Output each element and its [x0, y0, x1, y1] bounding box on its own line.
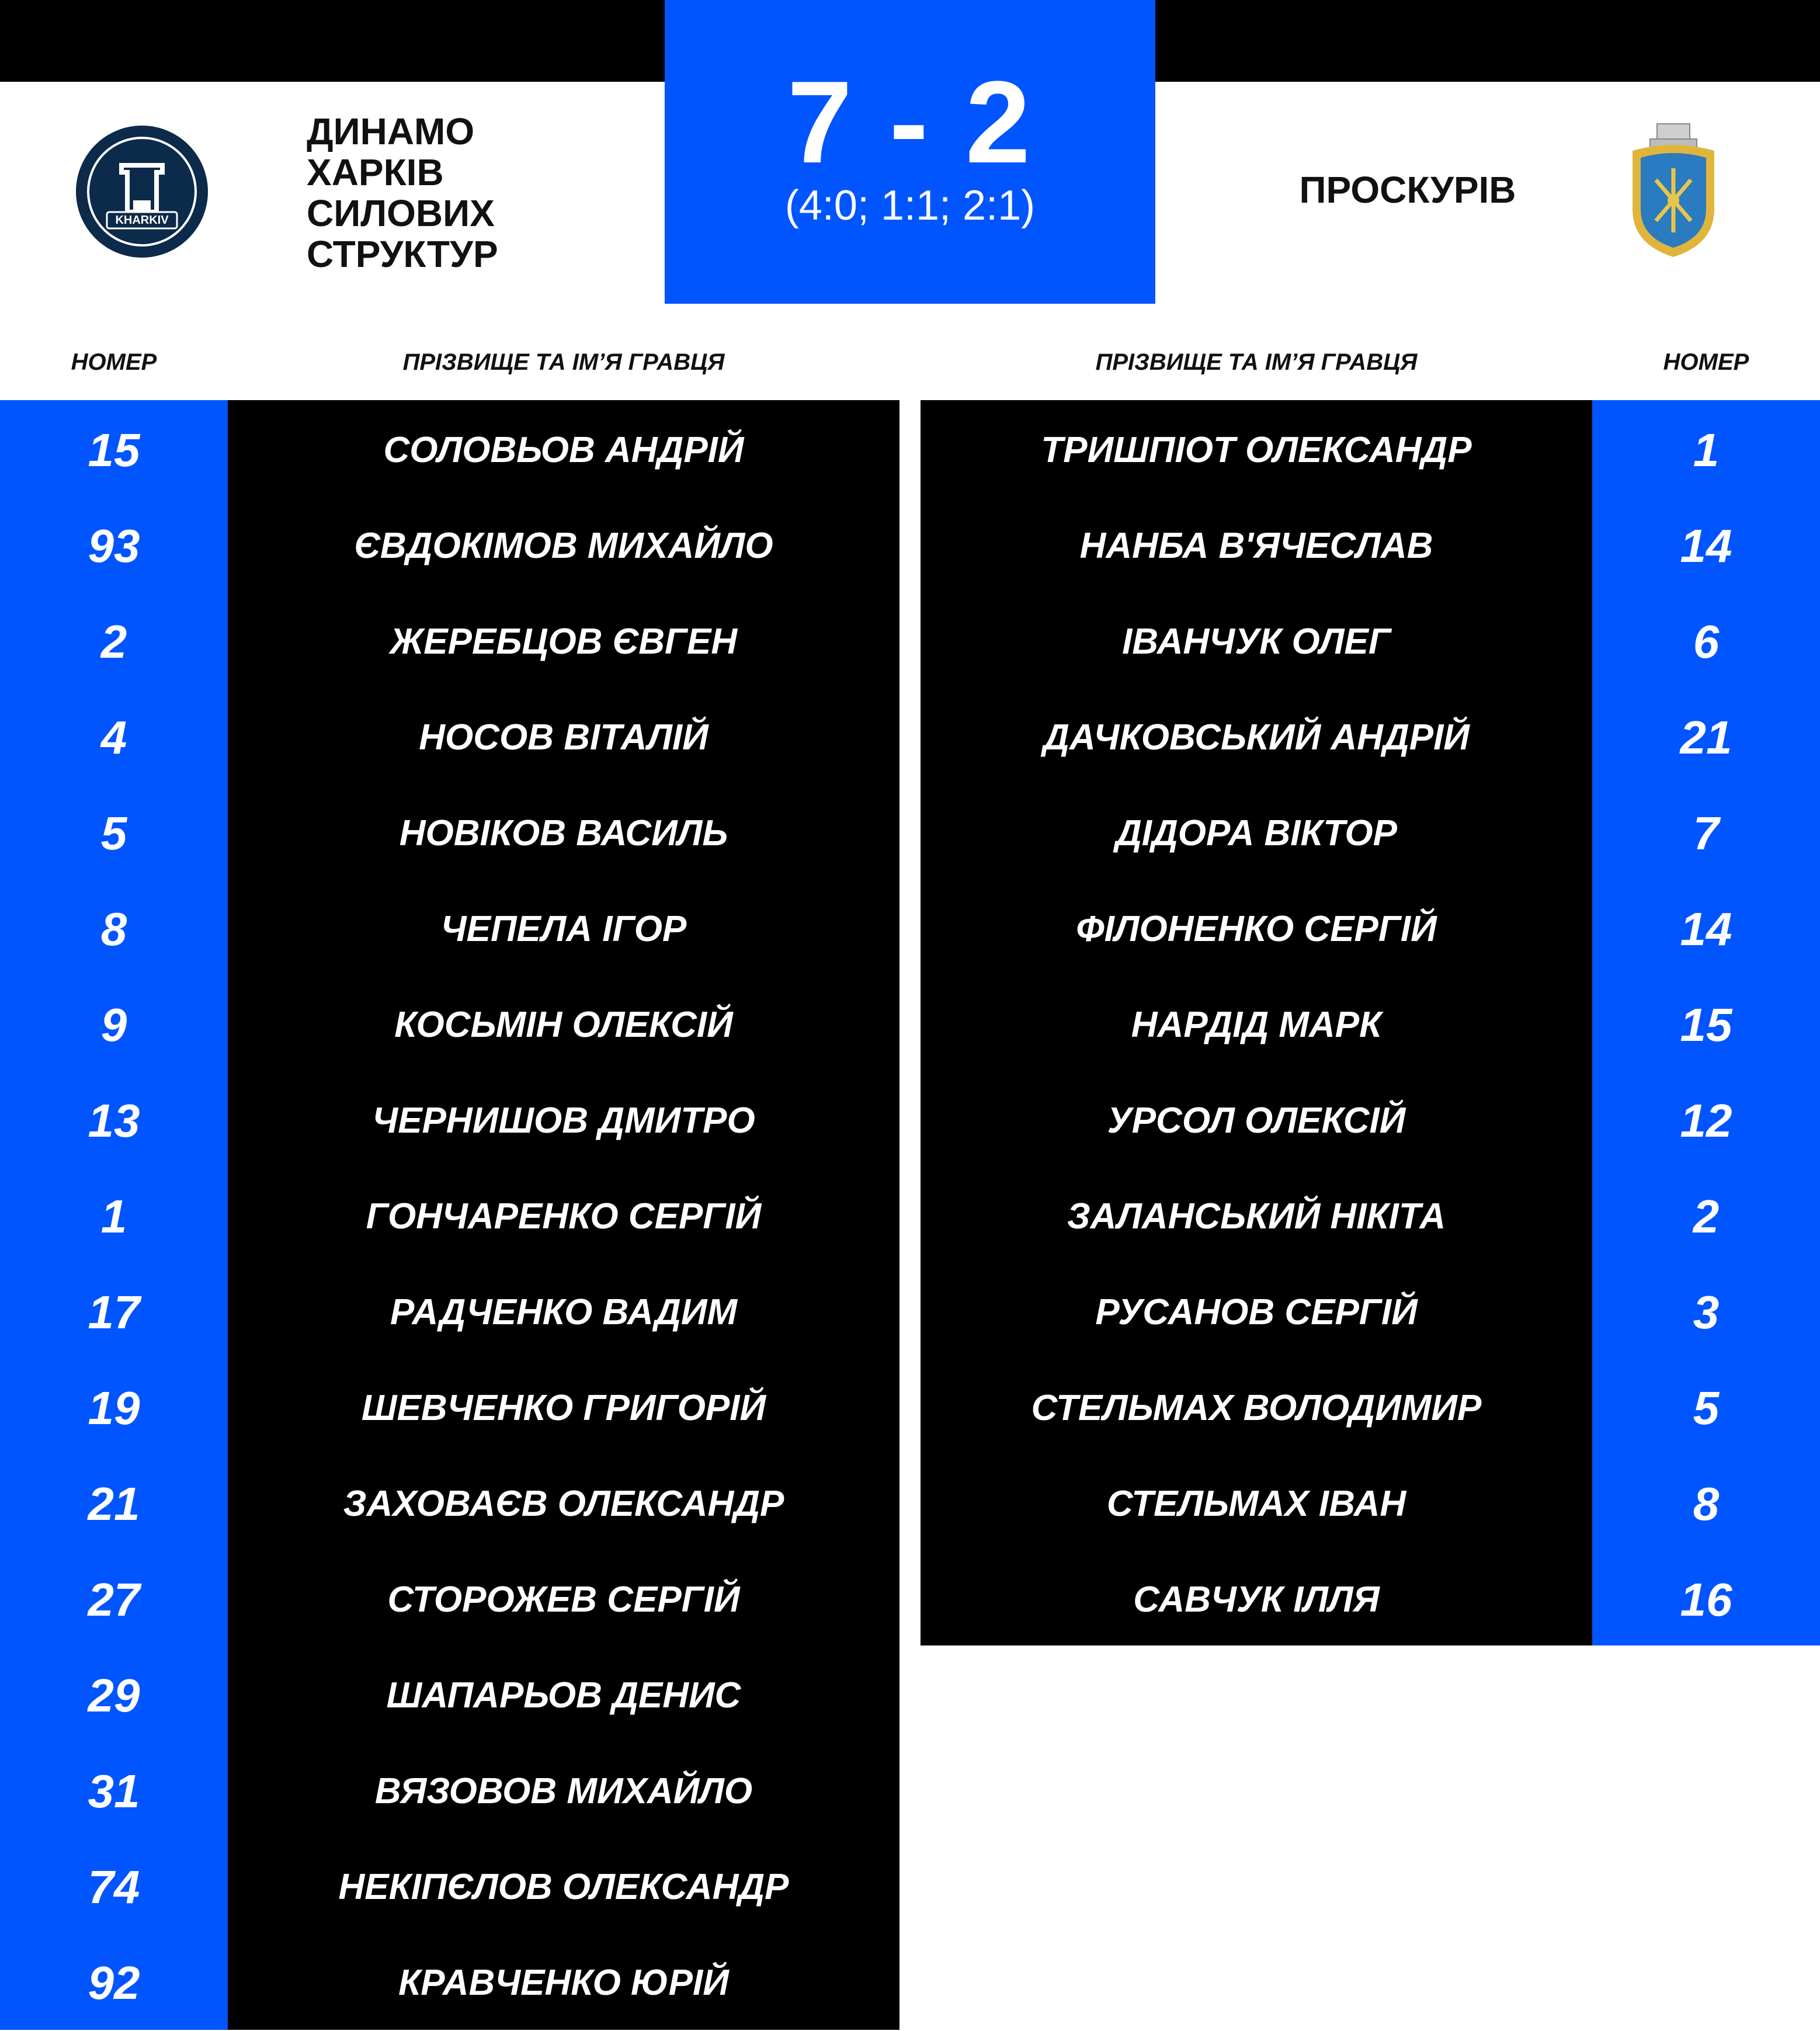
home-player-number: 4 — [100, 711, 127, 763]
home-player-name: СТОРОЖЕВ СЕРГІЙ — [387, 1579, 740, 1620]
dynamo-kharkiv-logo — [75, 124, 209, 259]
away-player-number: 14 — [1680, 520, 1732, 572]
home-player-number: 5 — [100, 807, 127, 859]
away-player-number: 2 — [1693, 1190, 1720, 1242]
home-team-name-line: ХАРКІВ — [307, 151, 444, 193]
away-name-header: ПРІЗВИЩЕ ТА ІМ’Я ГРАВЦЯ — [1095, 349, 1418, 375]
away-player-name: СТЕЛЬМАХ ІВАН — [1106, 1484, 1406, 1524]
score-box — [665, 0, 1155, 304]
home-number-column — [0, 400, 228, 2030]
home-player-name: НЕКІПЄЛОВ ОЛЕКСАНДР — [338, 1867, 789, 1907]
home-player-name: РАДЧЕНКО ВАДИМ — [390, 1292, 738, 1332]
away-player-name: НАНБА В'ЯЧЕСЛАВ — [1079, 526, 1433, 566]
home-player-name: ЧЕПЕЛА ІГОР — [440, 909, 687, 949]
away-number-header: НОМЕР — [1663, 349, 1749, 375]
away-player-number: 6 — [1693, 616, 1720, 668]
home-player-name: ЧЕРНИШОВ ДМИТРО — [372, 1100, 755, 1141]
away-player-name: УРСОЛ ОЛЕКСІЙ — [1107, 1100, 1406, 1141]
period-scores: (4:0; 1:1; 2:1) — [784, 182, 1036, 229]
away-player-name: ТРИШПІОТ ОЛЕКСАНДР — [1041, 430, 1472, 470]
home-player-number: 2 — [100, 616, 127, 668]
home-player-name: ЗАХОВАЄВ ОЛЕКСАНДР — [343, 1484, 784, 1524]
proskuriv-crest-logo — [1621, 121, 1726, 262]
away-player-number: 8 — [1693, 1478, 1720, 1530]
home-team-name-line: СТРУКТУР — [307, 233, 498, 275]
home-player-name: КОСЬМІН ОЛЕКСІЙ — [394, 1005, 733, 1045]
home-player-name: ШЕВЧЕНКО ГРИГОРІЙ — [361, 1388, 766, 1428]
away-number-column — [1592, 400, 1820, 1645]
home-player-name: НОСОВ ВІТАЛІЙ — [419, 717, 708, 758]
home-player-number: 74 — [88, 1861, 140, 1913]
home-player-number: 1 — [100, 1190, 127, 1242]
home-player-name: СОЛОВЬОВ АНДРІЙ — [383, 430, 744, 470]
home-player-name: ВЯЗОВОВ МИХАЙЛО — [374, 1771, 753, 1811]
away-player-name: НАРДІД МАРК — [1131, 1005, 1382, 1045]
away-player-number: 3 — [1693, 1286, 1720, 1338]
away-player-number: 1 — [1693, 424, 1720, 476]
home-player-number: 17 — [88, 1286, 140, 1338]
home-player-number: 93 — [88, 520, 140, 572]
home-name-column — [228, 400, 899, 2030]
home-player-number: 27 — [88, 1574, 140, 1626]
away-player-name: ДІДОРА ВІКТОР — [1116, 813, 1397, 853]
home-player-name: ЄВДОКІМОВ МИХАЙЛО — [354, 526, 773, 566]
home-number-header: НОМЕР — [71, 349, 157, 375]
home-player-number: 15 — [88, 424, 140, 476]
home-player-number: 92 — [88, 1957, 140, 2009]
away-player-name: ЗАЛАНСЬКИЙ НІКІТА — [1067, 1196, 1446, 1237]
away-player-number: 21 — [1680, 711, 1732, 763]
svg-text:KHARKIV: KHARKIV — [115, 214, 169, 227]
home-team-name-line: СИЛОВИХ — [307, 192, 495, 234]
away-player-name: ДАЧКОВСЬКИЙ АНДРІЙ — [1043, 717, 1470, 758]
away-player-name: РУСАНОВ СЕРГІЙ — [1095, 1292, 1418, 1332]
away-player-name: ІВАНЧУК ОЛЕГ — [1122, 622, 1391, 662]
away-player-name: СТЕЛЬМАХ ВОЛОДИМИР — [1031, 1388, 1482, 1428]
away-name-column — [921, 400, 1592, 1645]
home-player-name: НОВІКОВ ВАСИЛЬ — [399, 813, 728, 853]
home-team-name-line: ДИНАМО — [307, 110, 475, 152]
home-name-header: ПРІЗВИЩЕ ТА ІМ’Я ГРАВЦЯ — [402, 349, 725, 375]
home-player-number: 31 — [88, 1765, 140, 1817]
away-player-number: 5 — [1693, 1382, 1720, 1434]
home-player-number: 29 — [88, 1669, 140, 1721]
home-player-number: 9 — [100, 999, 127, 1051]
home-player-name: ГОНЧАРЕНКО СЕРГІЙ — [366, 1196, 762, 1237]
away-player-number: 14 — [1680, 903, 1732, 955]
final-score: 7 - 2 — [787, 57, 1033, 188]
away-player-number: 7 — [1693, 807, 1720, 859]
away-player-name: САВЧУК ІЛЛЯ — [1133, 1579, 1380, 1620]
away-player-number: 15 — [1680, 999, 1732, 1051]
home-player-number: 8 — [100, 903, 127, 955]
home-player-name: КРАВЧЕНКО ЮРІЙ — [398, 1963, 729, 2003]
home-player-number: 19 — [88, 1382, 140, 1434]
home-player-number: 13 — [88, 1095, 140, 1147]
away-player-number: 16 — [1680, 1574, 1732, 1626]
home-team-name — [307, 111, 610, 275]
away-player-name: ФІЛОНЕНКО СЕРГІЙ — [1076, 909, 1437, 949]
home-player-name: ШАПАРЬОВ ДЕНИС — [386, 1675, 741, 1716]
home-player-name: ЖЕРЕБЦОВ ЄВГЕН — [390, 622, 738, 662]
away-player-number: 12 — [1680, 1095, 1732, 1147]
home-player-number: 21 — [88, 1478, 140, 1530]
away-team-name: ПРОСКУРІВ — [1299, 169, 1516, 211]
